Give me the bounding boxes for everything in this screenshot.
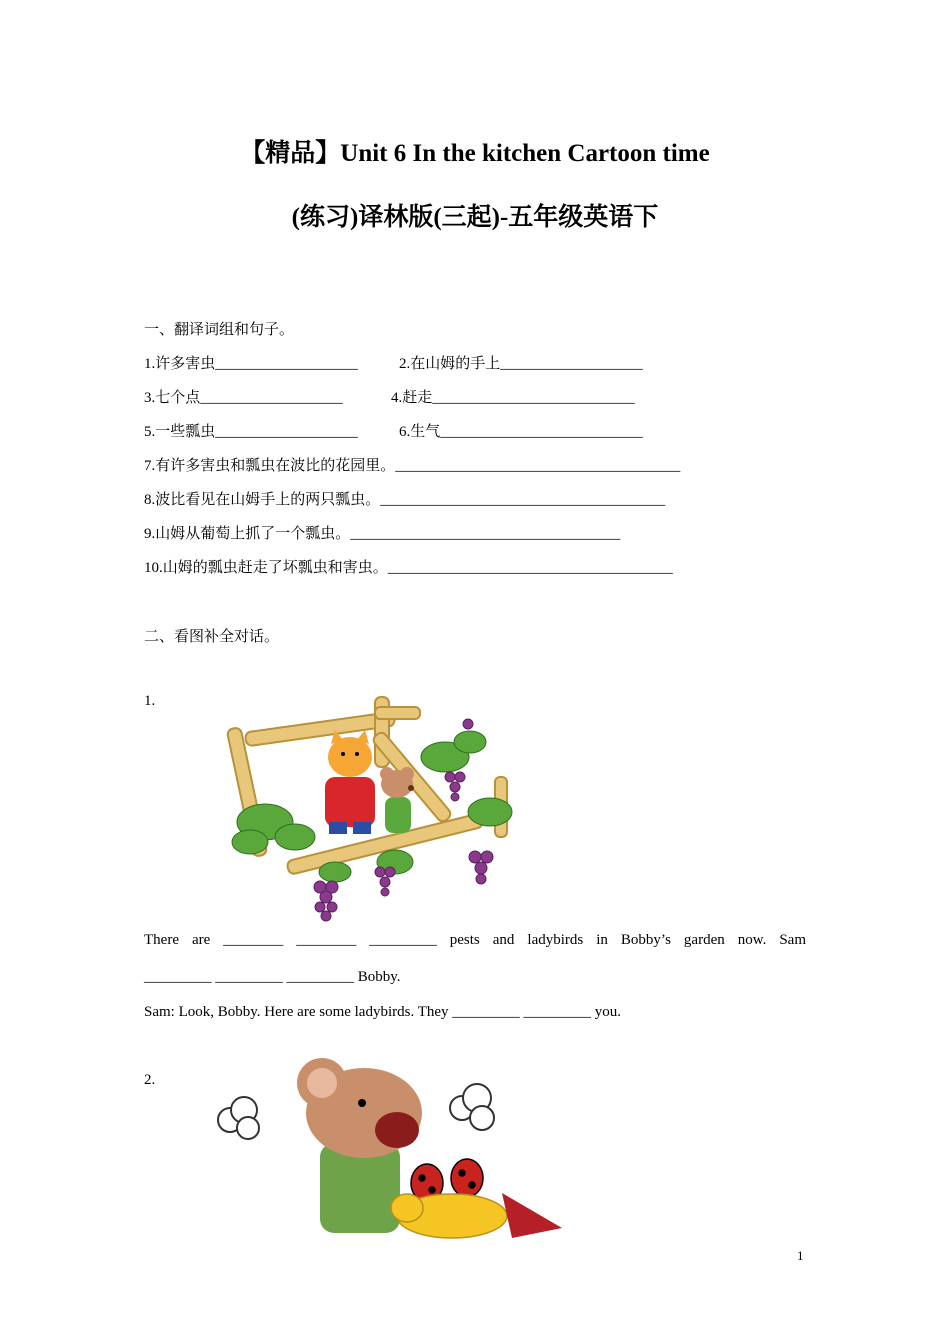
picture-question-1-dialogue: Sam: Look, Bobby. Here are some ladybirds. They _________ _________ you. [144,1004,622,1020]
section-1-heading: 一、翻译词组和句子。 [144,322,295,338]
question-1: 1.许多害虫___________________ [144,356,358,372]
illustration-garden-scene [225,682,540,922]
question-4: 4.赶走___________________________ [391,390,635,406]
mouse-character [380,767,414,833]
cat-character [325,730,375,834]
question-5: 5.一些瓢虫___________________ [144,424,358,440]
question-8: 8.波比看见在山姆手上的两只瓢虫。______________________________________ [144,492,666,508]
document-title-line-2: (练习)译林版(三起)-五年级英语下 [291,204,659,231]
steam-cloud-right [450,1084,494,1130]
question-10: 10.山姆的瓢虫赶走了坏瓢虫和害虫。______________________________________ [144,560,673,576]
yellow-glove-hand [391,1194,507,1238]
document-title-line-1: 【精品】Unit 6 In the kitchen Cartoon time [240,140,710,167]
illustration-angry-mouse [212,1058,562,1243]
picture-question-1-sentence-1: There are ________ ________ _________ pests and ladybirds in Bobby’s garden now. Sam [144,932,806,948]
question-2: 2.在山姆的手上___________________ [399,356,643,372]
question-7: 7.有许多害虫和瓢虫在波比的花园里。______________________________________ [144,458,681,474]
picture-question-2-number: 2. [144,1072,156,1088]
picture-question-1-number: 1. [144,693,156,709]
section-2-heading: 二、看图补全对话。 [144,629,280,645]
question-9: 9.山姆从葡萄上抓了一个瓢虫。____________________________________ [144,526,621,542]
red-sleeve [502,1193,562,1238]
page-number: 1 [797,1248,804,1263]
question-6: 6.生气___________________________ [399,424,643,440]
steam-cloud-left [218,1097,259,1139]
picture-question-1-sentence-2: _________ _________ _________ Bobby. [144,969,401,985]
question-3: 3.七个点___________________ [144,390,343,406]
